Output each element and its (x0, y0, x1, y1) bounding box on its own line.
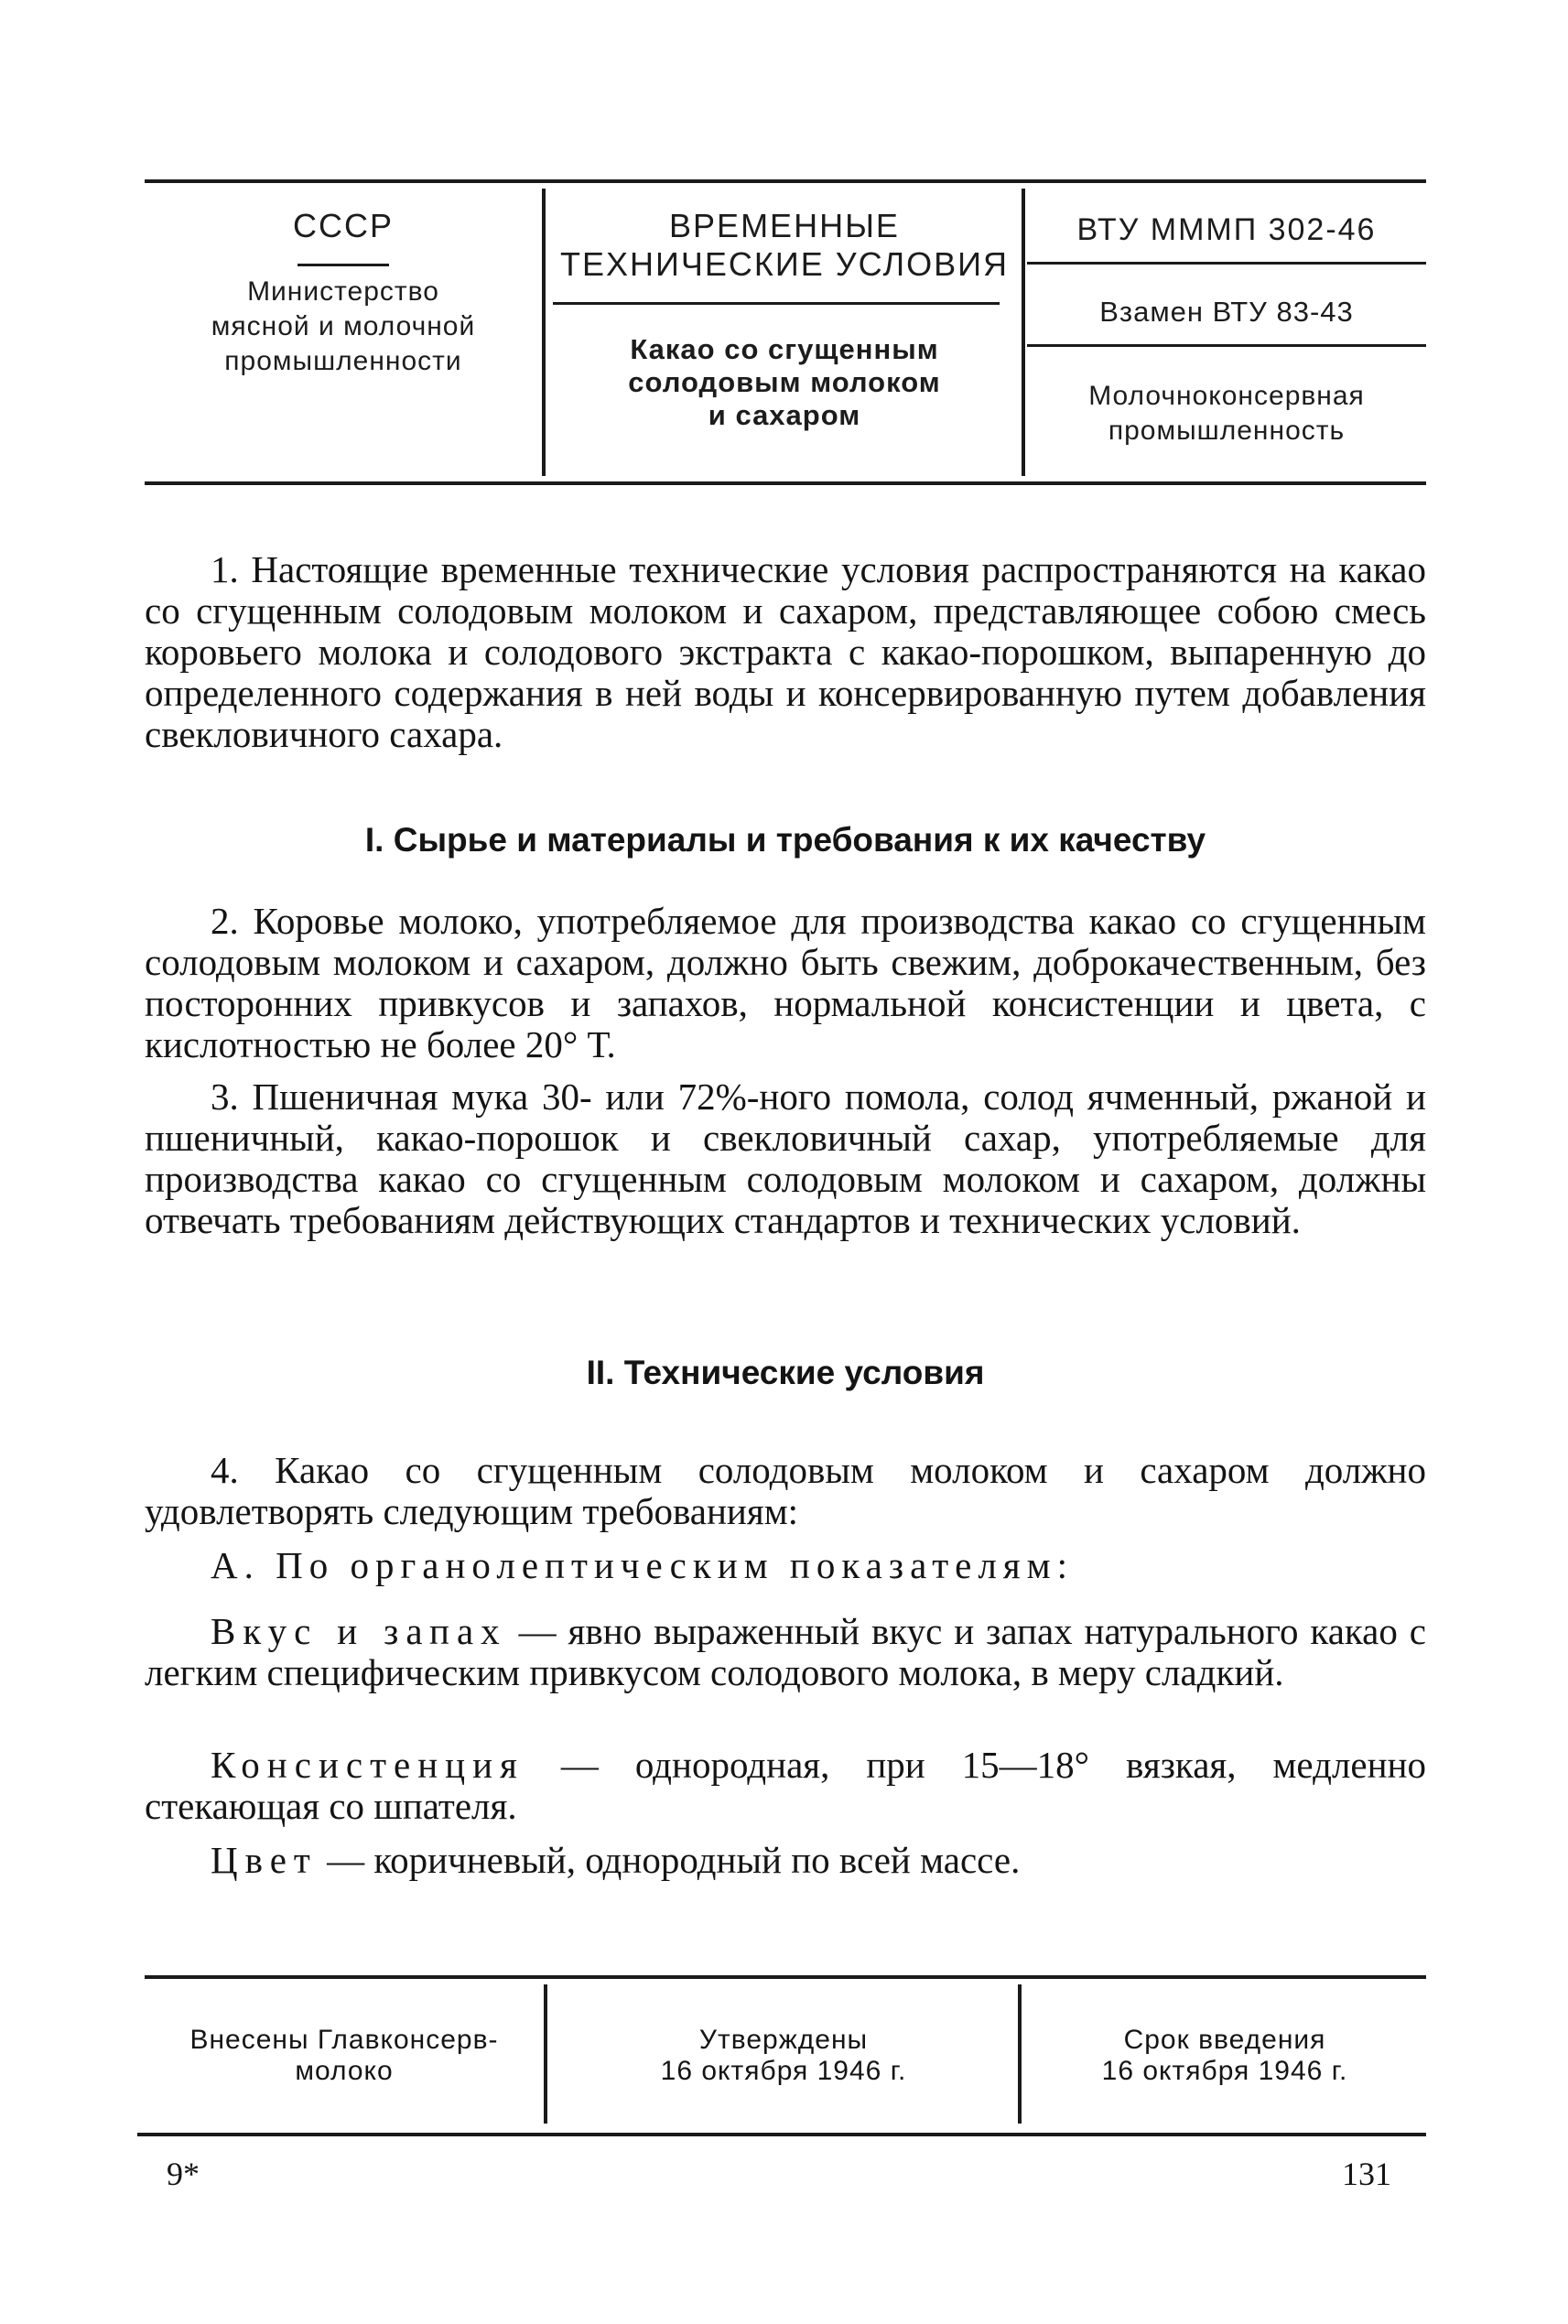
footer-bottom-rule (137, 2133, 1426, 2136)
header-code: ВТУ МММП 302-46 (1076, 212, 1377, 247)
paragraph-4: 4. Какао со сгущенным солодовым молоком и сахаром должно удовлетворять следующим требованиям: (145, 1449, 1426, 1532)
header-right-rule-1 (1027, 262, 1426, 265)
header-product-line-3: и сахаром (708, 399, 861, 431)
footer-effective-line-2: 16 октября 1946 г. (1101, 2056, 1348, 2086)
header-industry-line-2: промышленность (1108, 416, 1346, 446)
header-country-underline (297, 264, 389, 266)
section-heading-1: I. Сырье и материалы и требования к их качеству (364, 821, 1206, 859)
header-bottom-rule (145, 481, 1426, 485)
header-title-separator (553, 302, 1000, 305)
paragraph-consistency (145, 1745, 1426, 1827)
header-product-name (547, 333, 1022, 432)
header-industry (1027, 379, 1426, 449)
header-doc-title-line-1: ВРЕМЕННЫЕ (669, 207, 900, 244)
paragraph-2: 2. Коровье молоко, употребляемое для производства какао со сгущенным солодовым молоком и сахаром, должно быть свежим, доброкачественным, без посторонних привкусов и запахов, нормальной консистенции и цвета, с кислотностью не более 20° Т. (145, 900, 1426, 1065)
paragraph-3: 3. Пшеничная мука 30- или 72%-ного помола, солод ячменный, ржаной и пшеничный, какао-порошок и свекловичный сахар, употребляемые для производства какао со сгущенным солодовым молоком и сахаром, должны отвечать требованиям действующих стандартов и технических условий. (145, 1076, 1426, 1241)
footer-effective-line-1: Срок введения (1123, 2025, 1326, 2055)
header-doc-title (547, 207, 1022, 284)
footer-divider-left (544, 1984, 547, 2124)
text-consistency: — однородная, при 15—18° вязкая, медленно стекающая со шпателя. (145, 1744, 1426, 1827)
footer-effective (1023, 2025, 1426, 2087)
header-right-rule-2 (1027, 344, 1426, 347)
header-top-rule (145, 179, 1426, 183)
footer-submitted (145, 2025, 544, 2087)
footer-submitted-line-1: Внесены Главконсерв- (189, 2025, 499, 2055)
header-divider-left (542, 189, 546, 476)
paragraph-color (145, 1840, 1426, 1881)
header-product-line-1: Какао со сгущенным (630, 333, 939, 365)
footer-divider-right (1018, 1984, 1022, 2124)
header-doc-title-line-2: ТЕХНИЧЕСКИЕ УСЛОВИЯ (560, 245, 1009, 283)
header-product-line-2: солодовым молоком (628, 366, 941, 398)
footer-approved (549, 2025, 1018, 2087)
footer-approved-line-1: Утверждены (698, 2025, 869, 2055)
header-country: СССР (292, 207, 394, 244)
text-taste: — явно выраженный вкус и запах натурального какао с легким специфическим привкусом солодового молока, в меру сладкий. (145, 1610, 1427, 1693)
header-divider-right (1022, 189, 1025, 476)
header-ministry-line-3: промышленности (224, 346, 462, 376)
footer-top-rule (145, 1975, 1426, 1979)
signature-mark: 9* (167, 2156, 200, 2192)
term-taste: Вкус и запах (211, 1610, 507, 1652)
paragraph-organoleptic-label: А. По органолептическим показателям: (211, 1544, 1074, 1586)
footer-submitted-line-2: молоко (295, 2056, 394, 2086)
term-color: Цвет (211, 1839, 318, 1881)
footer-approved-line-2: 16 октября 1946 г. (660, 2056, 907, 2086)
header-ministry (145, 275, 542, 379)
term-consistency: Консистенция (211, 1744, 524, 1786)
section-heading-2: II. Технические условия (586, 1354, 985, 1391)
header-ministry-line-1: Министерство (247, 276, 439, 307)
text-color: — коричневый, однородный по всей массе. (317, 1839, 1021, 1881)
paragraph-taste (145, 1611, 1426, 1693)
header-replaces: Взамен ВТУ 83-43 (1099, 296, 1354, 328)
header-ministry-line-2: мясной и молочной (211, 311, 476, 341)
page-number: 131 (1342, 2156, 1391, 2192)
paragraph-1: 1. Настоящие временные технические условия распространяются на какао со сгущенным солодовым молоком и сахаром, представляющее собою смесь коровьего молока и солодового экстракта с какао-порошком, выпаренную до определенного содержания в ней воды и консервированную путем добавления свекловичного сахара. (145, 548, 1426, 755)
header-industry-line-1: Молочноконсервная (1088, 381, 1365, 411)
